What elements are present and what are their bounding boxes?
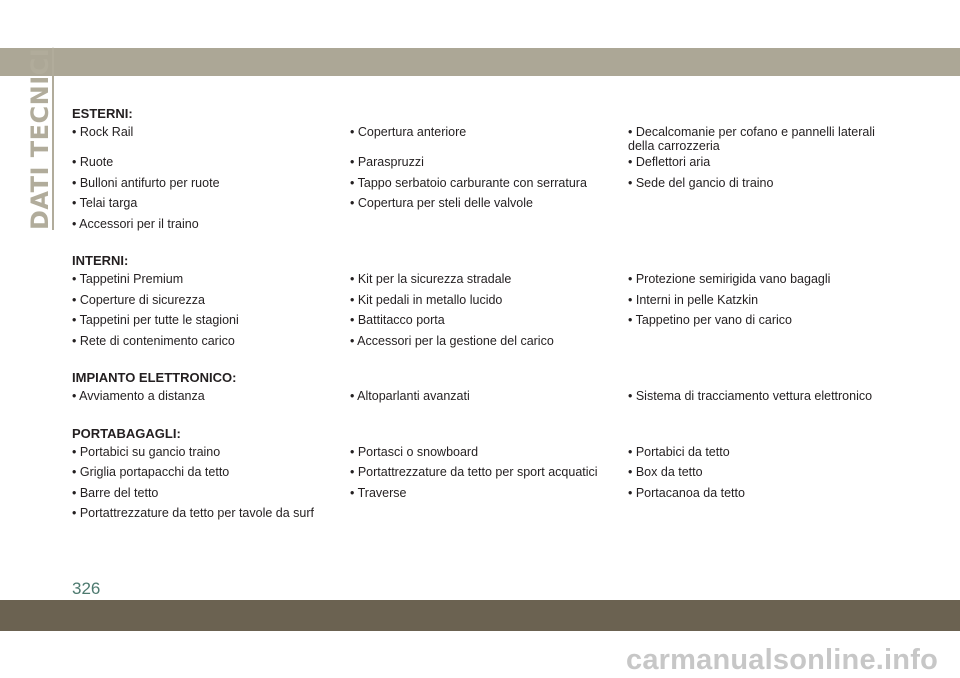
list-item: • Portabici su gancio traino xyxy=(72,444,221,459)
section-heading: ESTERNI: xyxy=(72,106,133,121)
list-item: • Avviamento a distanza xyxy=(72,389,205,403)
section-esterni xyxy=(72,104,912,235)
section-heading: INTERNI: xyxy=(72,253,129,268)
section-grid xyxy=(72,123,912,235)
list-item: • Griglia portapacchi da tetto xyxy=(72,465,230,479)
accessories-content xyxy=(72,104,912,541)
list-item: • Paraspruzzi xyxy=(350,155,424,169)
list-item xyxy=(628,332,912,353)
chapter-side-title: DATI TECNICI xyxy=(26,47,54,230)
list-item: • Rete di contenimento carico xyxy=(72,333,235,348)
list-item: • Copertura anteriore xyxy=(350,125,467,139)
list-item: • Accessori per la gestione del carico xyxy=(350,333,554,348)
list-item: • Tappo serbatoio carburante con serratura xyxy=(350,175,587,190)
list-item: • Barre del tetto xyxy=(72,485,159,500)
list-item: • Traverse xyxy=(350,485,407,500)
list-item: • Telai targa xyxy=(72,196,138,210)
list-item: • Portabici da tetto xyxy=(628,444,730,459)
list-item: • Interni in pelle Katzkin xyxy=(628,292,759,307)
list-item: • Kit per la sicurezza stradale xyxy=(350,272,512,286)
list-item: • Altoparlanti avanzati xyxy=(350,389,470,403)
list-item: • Sistema di tracciamento vettura elettronico xyxy=(628,389,873,403)
list-item xyxy=(350,215,628,236)
list-item: • Bulloni antifurto per ruote xyxy=(72,175,220,190)
list-item: • Deflettori aria xyxy=(628,155,711,169)
watermark: carmanualsonline.info xyxy=(626,644,938,676)
list-item: • Box da tetto xyxy=(628,465,703,479)
list-item: • Portacanoa da tetto xyxy=(628,485,745,500)
list-item xyxy=(350,504,628,525)
section-grid xyxy=(72,270,912,352)
list-item: • Sede del gancio di traino xyxy=(628,175,774,190)
list-item: • Portattrezzature da tetto per tavole da surf xyxy=(72,506,315,520)
list-item: • Tappetini per tutte le stagioni xyxy=(72,313,239,327)
list-item xyxy=(628,194,912,215)
list-item: • Coperture di sicurezza xyxy=(72,292,205,307)
list-item: • Copertura per steli delle valvole xyxy=(350,196,533,210)
list-item: • Kit pedali in metallo lucido xyxy=(350,292,503,307)
list-item: • Accessori per il traino xyxy=(72,216,199,231)
list-item: • Rock Rail xyxy=(72,125,134,139)
page-number: 326 xyxy=(72,579,101,598)
list-item xyxy=(628,504,912,525)
list-item: • Battitacco porta xyxy=(350,313,445,327)
section-interni xyxy=(72,251,912,352)
list-item: • Ruote xyxy=(72,155,114,169)
list-item: • Tappetino per vano di carico xyxy=(628,313,792,327)
section-grid xyxy=(72,443,912,525)
list-item: • Decalcomanie per cofano e pannelli laterali della carrozzeria xyxy=(628,125,875,153)
section-heading: IMPIANTO ELETTRONICO: xyxy=(72,370,237,385)
list-item: • Portasci o snowboard xyxy=(350,444,479,459)
footer-band xyxy=(0,600,960,631)
header-band xyxy=(0,48,960,76)
section-grid xyxy=(72,387,912,408)
section-impianto-elettronico xyxy=(72,368,912,408)
section-heading: PORTABAGAGLI: xyxy=(72,425,181,441)
list-item: • Tappetini Premium xyxy=(72,272,184,286)
section-portabagagli xyxy=(72,424,912,525)
list-item: • Portattrezzature da tetto per sport acquatici xyxy=(350,465,598,479)
list-item: • Protezione semirigida vano bagagli xyxy=(628,272,831,286)
list-item xyxy=(628,215,912,236)
